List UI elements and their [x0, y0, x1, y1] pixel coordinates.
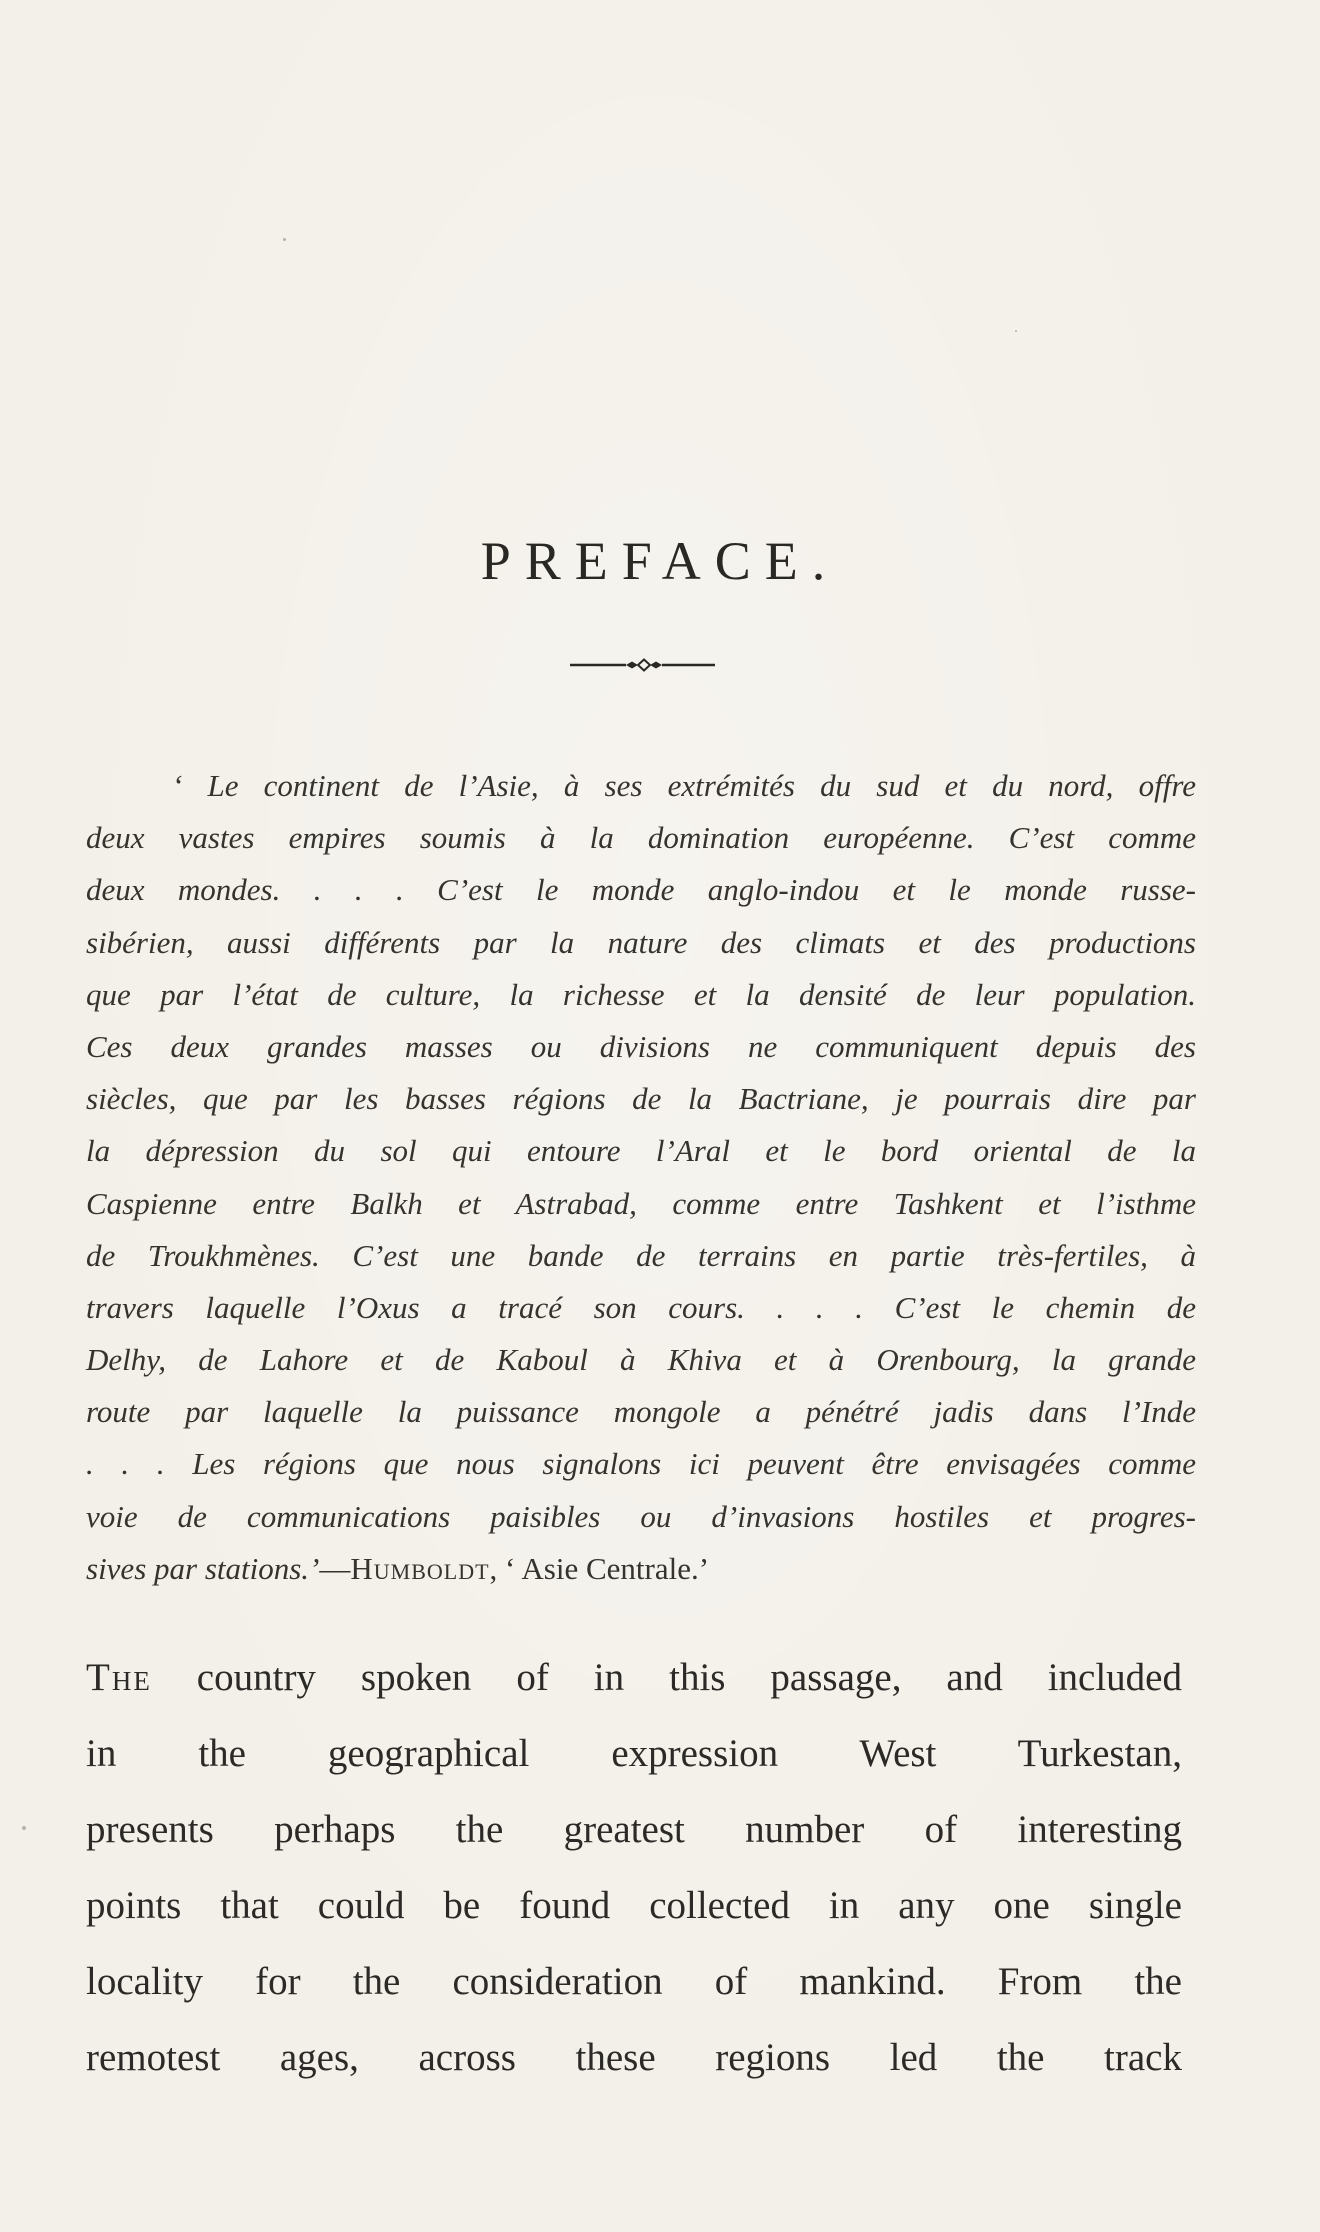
paper-speck — [283, 238, 286, 241]
epigraph-line: route par laquelle la puissance mongole a pénétré jadis dans l’Inde — [86, 1394, 1196, 1430]
epigraph-line: sibérien, aussi différents par la nature des climats et des productions — [86, 924, 1196, 960]
epigraph-line: Caspienne entre Balkh et Astrabad, comme entre Tashkent et l’isthme — [86, 1185, 1196, 1221]
paper-speck — [22, 1826, 26, 1830]
epigraph-line: de Troukhmènes. C’est une bande de terrains en partie très-fertiles, à — [86, 1237, 1196, 1273]
epigraph-line: siècles, que par les basses régions de la Bactriane, je pourrais dire par — [86, 1081, 1196, 1117]
page-title: PREFACE. — [480, 531, 840, 591]
ornament-divider — [570, 655, 715, 675]
body-line: locality for the consideration of mankind. From the — [86, 1960, 1182, 2003]
body-line: in the geographical expression West Turkestan, — [86, 1732, 1182, 1775]
epigraph-line: deux vastes empires soumis à la domination européenne. C’est comme — [86, 820, 1196, 856]
epigraph-line: Delhy, de Lahore et de Kaboul à Khiva et à Orenbourg, la grande — [86, 1342, 1196, 1378]
epigraph-line: travers laquelle l’Oxus a tracé son cours. . . . C’est le chemin de — [86, 1289, 1196, 1325]
epigraph-line: Ces deux grandes masses ou divisions ne communiquent depuis des — [86, 1028, 1196, 1064]
preface-body — [86, 1640, 1182, 2096]
epigraph-line: deux mondes. . . . C’est le monde anglo-indou et le monde russe- — [86, 872, 1196, 908]
epigraph-author: Humboldt — [350, 1550, 490, 1586]
epigraph-line: ‘ Le continent de l’Asie, à ses extrémités du sud et du nord, offre — [172, 768, 1196, 803]
epigraph-line: que par l’état de culture, la richesse et la densité de leur population. — [86, 976, 1196, 1012]
epigraph-dash: — — [319, 1550, 351, 1586]
epigraph-quote — [86, 760, 1196, 1595]
body-line: remotest ages, across these regions led the track — [86, 2036, 1182, 2079]
body-first-line-text: country spoken of in this passage, and included — [151, 1656, 1182, 1699]
paper-speck — [1015, 330, 1017, 332]
body-initial-word: The — [86, 1656, 152, 1699]
epigraph-line: . . . Les régions que nous signalons ici peuvent être envisagées comme — [86, 1446, 1196, 1482]
body-line: points that could be found collected in any one single — [86, 1884, 1182, 1927]
epigraph-line: voie de communications paisibles ou d’invasions hostiles et progres- — [86, 1498, 1196, 1534]
body-line — [86, 1640, 1182, 1716]
body-line: presents perhaps the greatest number of interesting — [86, 1808, 1182, 1851]
epigraph-source: , ‘ Asie Centrale.’ — [489, 1550, 710, 1586]
epigraph-last-line — [86, 1543, 1196, 1595]
epigraph-closing-text: sives par stations.’ — [86, 1550, 320, 1586]
epigraph-line: la dépression du sol qui entoure l’Aral et le bord oriental de la — [86, 1133, 1196, 1169]
